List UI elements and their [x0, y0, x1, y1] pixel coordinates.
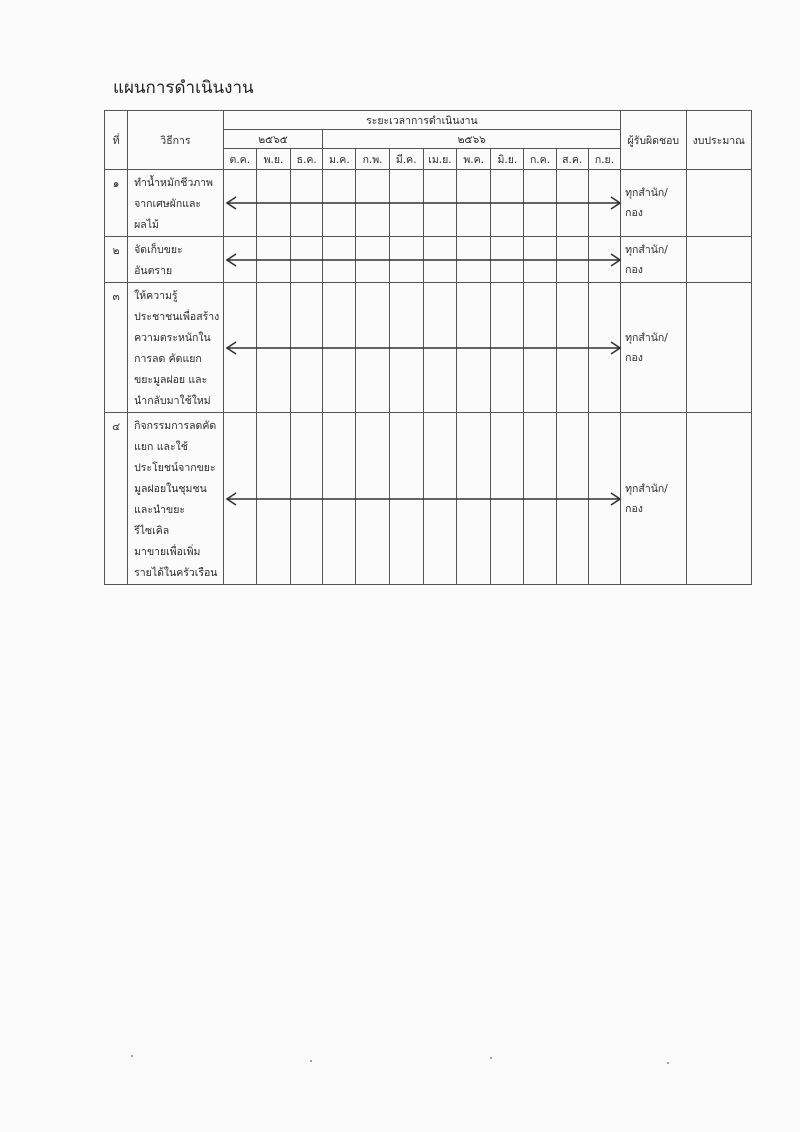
responsible-cell: [621, 413, 686, 585]
month-cell: [588, 170, 620, 237]
month-header: พ.ค.: [457, 149, 491, 170]
responsible-line: ทุกสำนัก/: [625, 331, 668, 344]
month-cell: [291, 170, 323, 237]
month-cell: [356, 170, 389, 237]
header-method: วิธีการ: [128, 111, 224, 170]
month-cell: [291, 283, 323, 413]
month-cell: [256, 283, 290, 413]
responsible-cell: [621, 170, 686, 237]
responsible-cell: [621, 237, 686, 283]
month-header: ก.ย.: [588, 149, 620, 170]
month-cell: [457, 283, 491, 413]
month-cell: [223, 170, 256, 237]
month-header: ก.พ.: [356, 149, 389, 170]
header-no: ที่: [105, 111, 128, 170]
method-line: จัดเก็บขยะ: [134, 244, 183, 256]
month-cell: [323, 413, 356, 585]
method-line: และนำขยะรีไซเคิล: [134, 504, 186, 537]
method-line: ประชาชนเพื่อสร้าง: [134, 311, 220, 323]
month-cell: [524, 237, 556, 283]
responsible-cell: [621, 283, 686, 413]
method-cell: [128, 413, 224, 585]
method-line: ความตระหนักใน: [134, 332, 211, 344]
method-line: รายได้ในครัวเรือน: [134, 567, 218, 579]
plan-table: [104, 110, 752, 585]
responsible-line: กอง: [625, 351, 643, 364]
method-line: นำกลับมาใช้ใหม่: [134, 395, 211, 407]
row-number: ๑: [105, 170, 128, 237]
header-responsible: ผู้รับผิดชอบ: [621, 111, 686, 170]
month-cell: [389, 413, 423, 585]
month-cell: [223, 237, 256, 283]
budget-cell: [686, 237, 752, 283]
method-line: ผลไม้: [134, 219, 159, 231]
responsible-line: กอง: [625, 207, 643, 219]
row-number: ๒: [105, 237, 128, 283]
month-cell: [491, 237, 524, 283]
month-cell: [323, 283, 356, 413]
responsible-line: กอง: [625, 263, 643, 276]
month-cell: [491, 283, 524, 413]
method-line: ขยะมูลฝอย และ: [134, 374, 208, 386]
month-cell: [524, 283, 556, 413]
month-cell: [588, 413, 620, 585]
method-cell: [128, 237, 224, 283]
header-year-2566: ๒๕๖๖: [323, 130, 621, 149]
month-cell: [423, 283, 456, 413]
method-line: ประโยชน์จากขยะ: [134, 462, 216, 474]
month-cell: [556, 237, 588, 283]
month-cell: [389, 283, 423, 413]
month-cell: [356, 283, 389, 413]
header-year-2565: ๒๕๖๕: [223, 130, 323, 149]
month-cell: [588, 283, 620, 413]
table-row: [105, 413, 752, 585]
month-cell: [491, 170, 524, 237]
month-cell: [423, 237, 456, 283]
month-cell: [256, 237, 290, 283]
method-line: อันตราย: [134, 265, 173, 277]
month-cell: [256, 170, 290, 237]
table-row: [105, 237, 752, 283]
month-cell: [524, 413, 556, 585]
month-cell: [423, 413, 456, 585]
month-cell: [223, 413, 256, 585]
method-line: ทำน้ำหมักชีวภาพ: [134, 177, 213, 189]
month-header: เม.ย.: [423, 149, 456, 170]
method-line: ให้ความรู้: [134, 290, 178, 302]
month-cell: [223, 283, 256, 413]
table-row: [105, 283, 752, 413]
month-cell: [556, 413, 588, 585]
method-line: มาขายเพื่อเพิ่ม: [134, 546, 201, 558]
responsible-line: ทุกสำนัก/: [625, 482, 668, 495]
month-header: ม.ค.: [323, 149, 356, 170]
header-period: ระยะเวลาการดำเนินงาน: [223, 111, 620, 130]
month-cell: [457, 170, 491, 237]
method-cell: [128, 283, 224, 413]
month-cell: [556, 170, 588, 237]
month-header: ต.ค.: [223, 149, 256, 170]
month-header: ก.ค.: [524, 149, 556, 170]
method-line: การลด คัดแยก: [134, 353, 202, 365]
month-cell: [291, 413, 323, 585]
month-cell: [389, 237, 423, 283]
plan-table-body: [105, 170, 752, 585]
budget-cell: [686, 170, 752, 237]
month-cell: [389, 170, 423, 237]
row-number: ๔: [105, 413, 128, 585]
month-cell: [457, 237, 491, 283]
page-title: แผนการดำเนินงาน: [113, 78, 254, 98]
month-cell: [524, 170, 556, 237]
method-line: มูลฝอยในชุมชน: [134, 483, 207, 495]
month-header: ส.ค.: [556, 149, 588, 170]
month-header: พ.ย.: [256, 149, 290, 170]
method-line: จากเศษผักและ: [134, 198, 202, 210]
month-cell: [423, 170, 456, 237]
method-line: แยก และใช้: [134, 441, 188, 453]
month-cell: [291, 237, 323, 283]
month-cell: [556, 283, 588, 413]
budget-cell: [686, 413, 752, 585]
month-cell: [256, 413, 290, 585]
month-cell: [356, 413, 389, 585]
month-cell: [588, 237, 620, 283]
row-number: ๓: [105, 283, 128, 413]
method-line: กิจกรรมการลดคัด: [134, 420, 217, 432]
month-header: มิ.ย.: [491, 149, 524, 170]
month-cell: [457, 413, 491, 585]
responsible-line: ทุกสำนัก/: [625, 243, 668, 256]
responsible-line: กอง: [625, 502, 643, 515]
budget-cell: [686, 283, 752, 413]
month-cell: [356, 237, 389, 283]
month-cell: [323, 237, 356, 283]
month-cell: [323, 170, 356, 237]
responsible-line: ทุกสำนัก/: [625, 187, 668, 199]
month-header: มี.ค.: [389, 149, 423, 170]
header-budget: งบประมาณ: [686, 111, 752, 170]
month-header: ธ.ค.: [291, 149, 323, 170]
table-row: [105, 170, 752, 237]
method-cell: [128, 170, 224, 237]
month-cell: [491, 413, 524, 585]
